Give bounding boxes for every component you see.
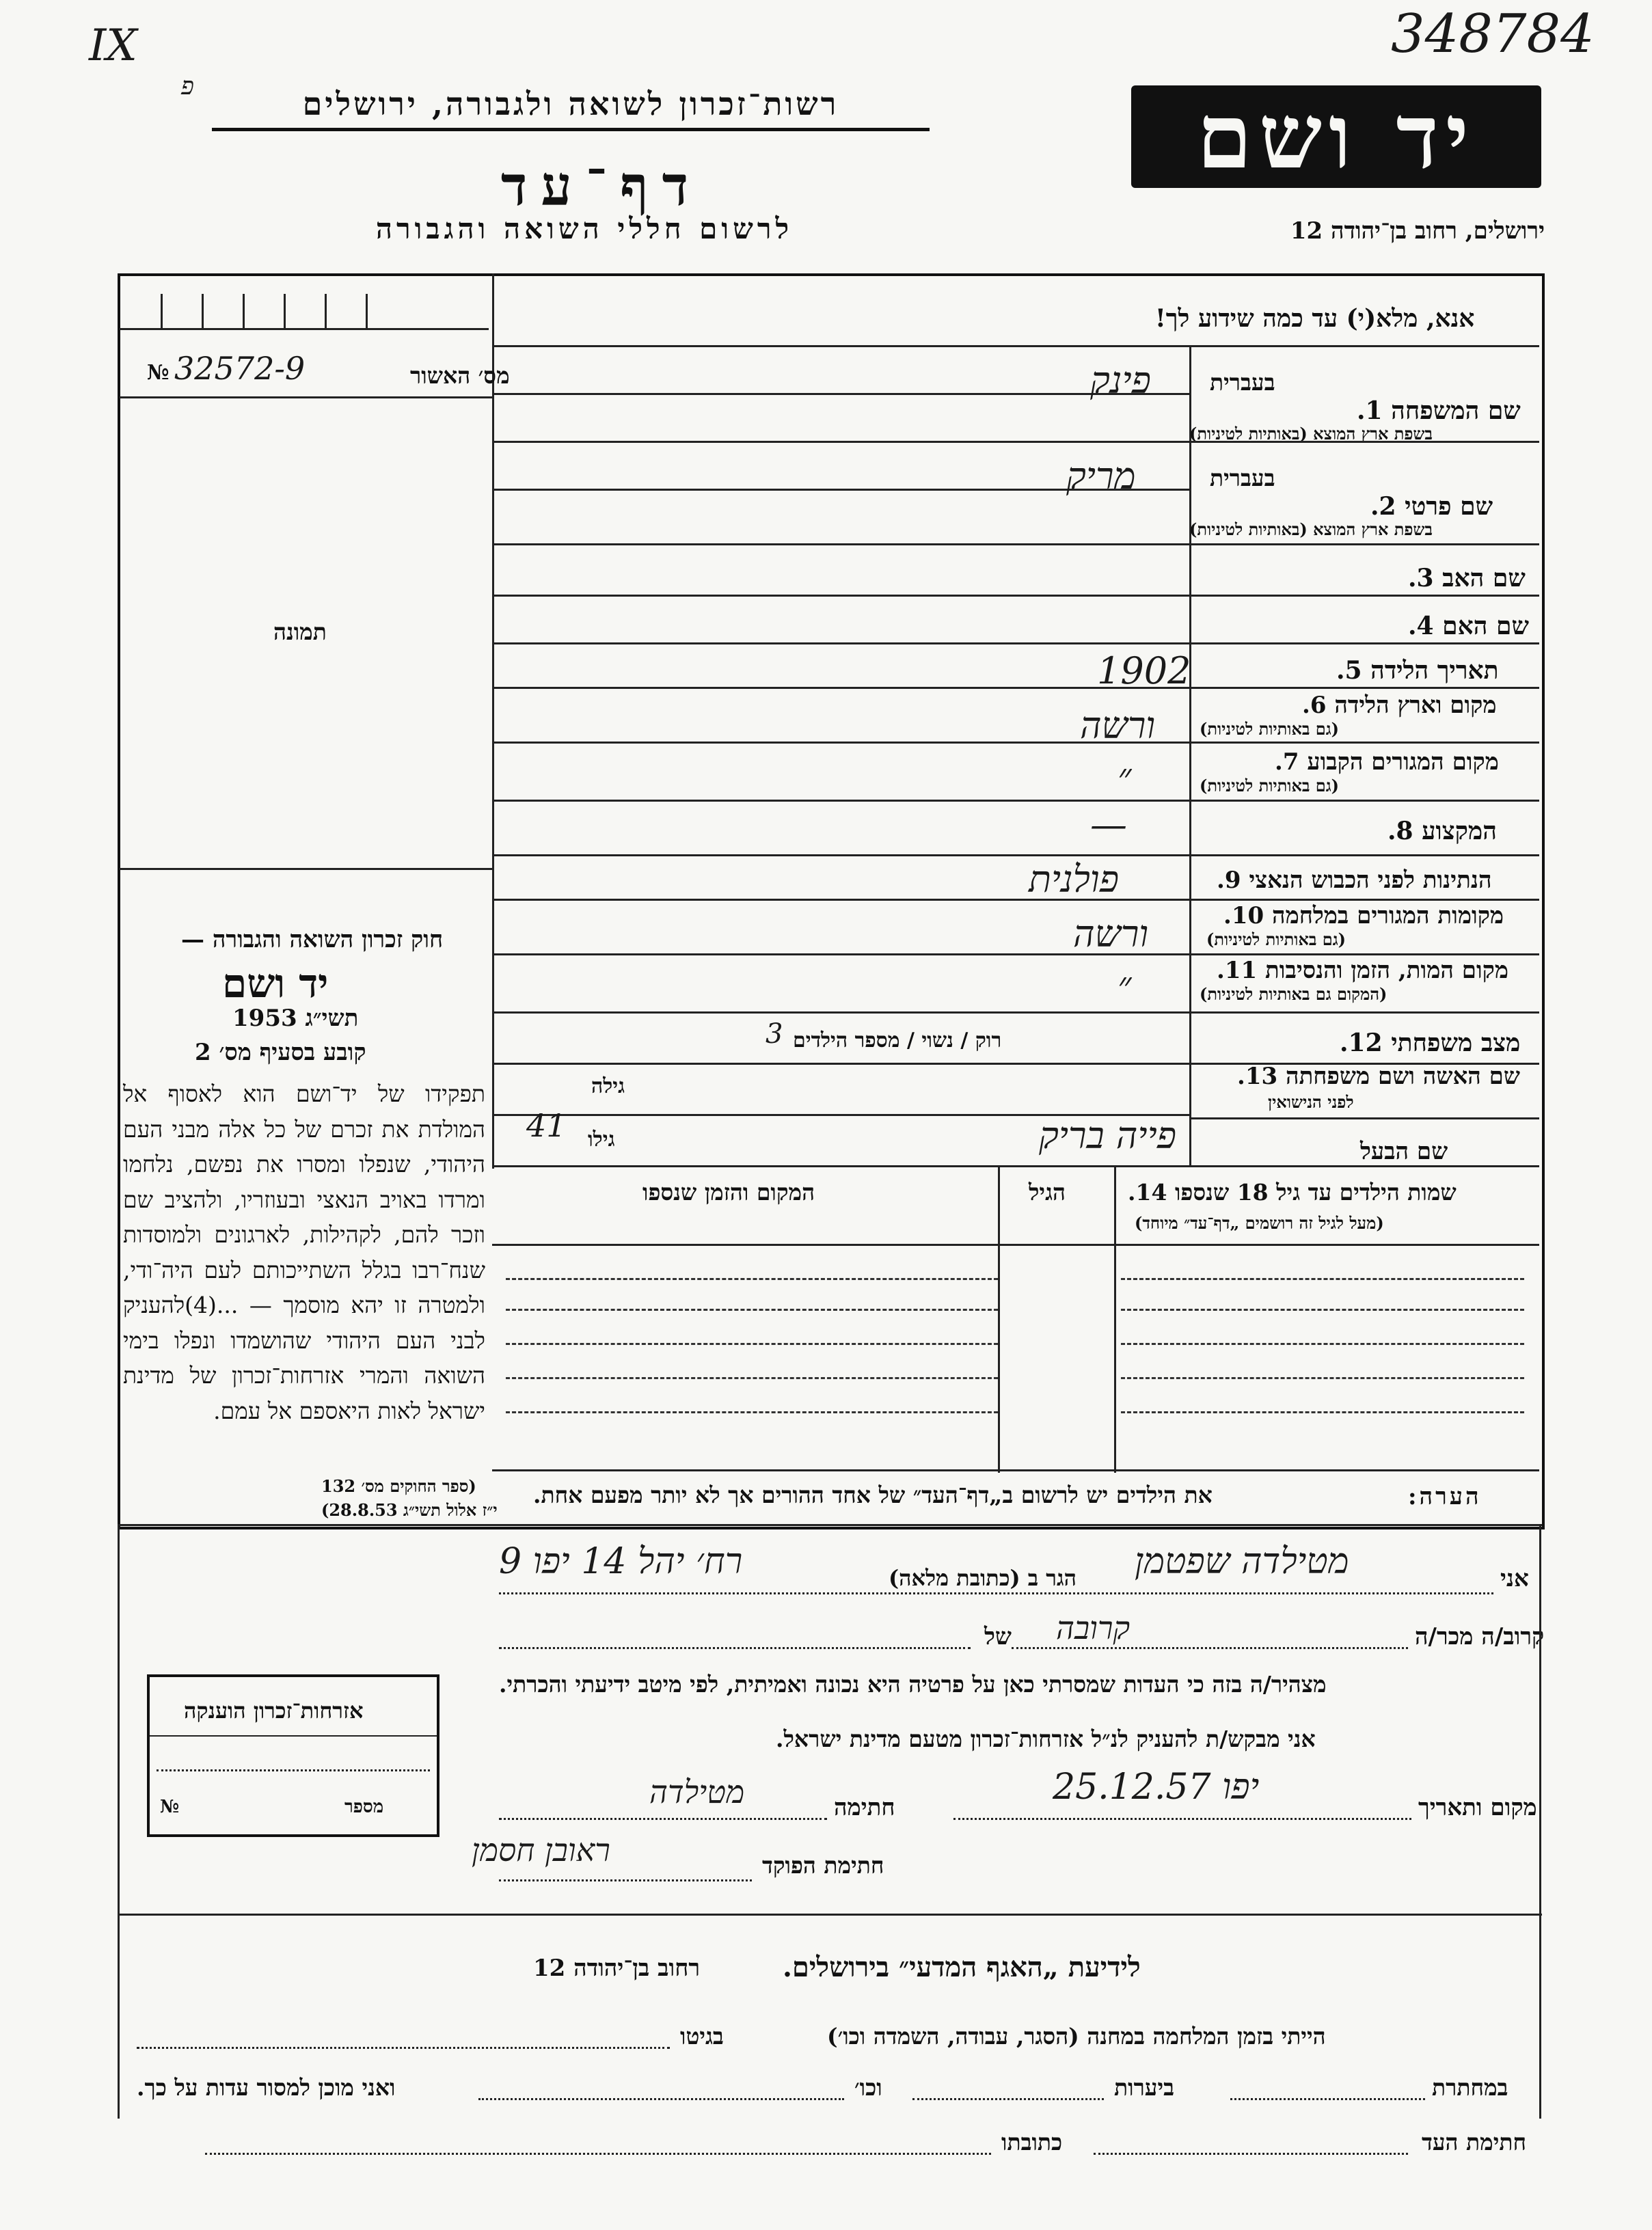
f6-sub: (גם באותיות לטיניות) — [1200, 719, 1340, 739]
approval-label: מס׳ האשור — [410, 362, 510, 389]
signature-label: חתימה — [834, 1794, 895, 1821]
children-sub: (מעל לגיל זה רושמים „דף־עד״ מיוחד) — [1135, 1213, 1384, 1233]
info-line1-b: בגיטו — [680, 2023, 724, 2050]
col-place: המקום והזמן שנספו — [642, 1179, 815, 1206]
f2-hebrew-label: בעברית — [1210, 465, 1275, 491]
f7-label: מקום המגורים הקבוע 7. — [1275, 748, 1499, 776]
yad-vashem-logo: יד ושם — [1131, 85, 1541, 188]
law-year: תשי״ג 1953 — [232, 1005, 359, 1032]
request-text: אני מבקש/ת להעניק לנ״ל אזרחות־זכרון מטעם מדינת ישראל. — [776, 1726, 1316, 1752]
citizenship-stamp-box — [147, 1674, 439, 1837]
declarant-i-label: אני — [1500, 1565, 1529, 1592]
f11-label: מקום המות, הזמן והנסיבות 11. — [1217, 957, 1509, 984]
officer-signature: ראובן חסמן — [472, 1832, 610, 1868]
f10-label: מקומות המגורים במלחמה 10. — [1223, 902, 1504, 929]
f10-sub: (גם באותיות לטיניות) — [1206, 929, 1346, 949]
f11-value: ״ — [1118, 964, 1132, 1007]
page-title: דף־עד — [500, 154, 703, 218]
info-title: לידיעת „האגף המדעי״ בירושלים. — [783, 1951, 1141, 1983]
lives-label: הגר ב (כתובת מלאה) — [889, 1565, 1076, 1591]
approval-prefix: № — [147, 361, 170, 385]
f10-value: ורשה — [1073, 912, 1149, 955]
info-line1-a: הייתי בזמן המלחמה במחנה (הסגר, עבודה, השמדה וכו׳) — [827, 2023, 1326, 2050]
husband-label: שם הבעל — [1360, 1138, 1448, 1165]
of-label: של — [984, 1623, 1012, 1650]
stamp-title: אזרחות־זכרון הוענקה — [184, 1698, 364, 1724]
stamp-num-label: מספר — [344, 1797, 384, 1817]
relation-value: קרובה — [1056, 1609, 1130, 1646]
f12-value: 3 — [766, 1018, 783, 1050]
husband-age: 41 — [526, 1107, 567, 1144]
approval-number: 32572-9 — [174, 350, 306, 387]
f8-label: המקצוע 8. — [1387, 817, 1497, 845]
f7-sub: (גם באותיות לטיניות) — [1200, 776, 1340, 796]
husband-name: פייה בריק — [1039, 1114, 1177, 1157]
left-column-divider — [492, 273, 494, 1169]
f3-label: שם האב 3. — [1408, 564, 1526, 593]
photo-label: תמונה — [273, 618, 327, 645]
tick-box — [120, 294, 489, 330]
f9-value: פולנית — [1029, 858, 1120, 901]
f13-sub: לפני הנישואין — [1268, 1092, 1354, 1112]
corner-mark-small: פ — [181, 72, 194, 100]
husband-age-label: גילו — [588, 1128, 615, 1152]
statement-text: מצהיר/ה בזה כי העדות שמסרתי כאן על פרטיה היא נכונה ואמיתית, לפי מיטב ידיעתי והכרתי. — [499, 1671, 1327, 1698]
note-label: הערה: — [1408, 1483, 1482, 1510]
f13-label: שם האשה ושם משפחתה 13. — [1237, 1063, 1520, 1090]
f7-value: ״ — [1118, 755, 1132, 798]
f1-label: שם המשפחה 1. — [1357, 396, 1521, 425]
info-line2-a: במחתרת — [1432, 2074, 1508, 2101]
info-address: רחוב בן־יהודה 12 — [533, 1955, 701, 1982]
law-ref-2: י״ז אלול תשי״ג 28.8.53) — [321, 1500, 498, 1520]
place-date-value: יפו 25.12.57 — [1053, 1767, 1260, 1808]
f12-label: מצב משפחתי 12. — [1340, 1029, 1521, 1057]
declarant-name: מטילדה שפטמן — [1135, 1541, 1349, 1582]
stamp-num-prefix: № — [160, 1797, 180, 1817]
f4-label: שם האם 4. — [1408, 612, 1529, 640]
relative-label: קרוב/ה מכר/ה — [1415, 1623, 1545, 1650]
f8-value: — — [1090, 803, 1127, 846]
law-body: תפקידו של יד־ושם הוא לאסוף אל המולדת את זכרם של כל אלה מבני העם היהודי, שנפלו ומסרו את נפשם, נלחמו ומרדו באויב הנאצי ובעוזריו, ולהציב שם וזכר להם, לקהילות, לארגונים ולמוסדות שנח־רבו בגלל השתייכותם לעם היה־ודי, ולמטרה זו יהא מוסמך — ...(4)להעניק לבני העם היהודי שהושמדו ונפלו בימי השואה והמרי אזרחות־זכרון של מדינת ישראל לאות היאספם אל עמם. — [123, 1080, 485, 1424]
f1-value: פינק — [1090, 359, 1151, 402]
law-clause: קובע בסעיף מס׳ 2 — [195, 1039, 366, 1066]
f2-sub: בשפת ארץ המוצא (באותיות לטיניות) — [1189, 519, 1433, 539]
note-text: את הילדים יש לרשום ב„דף־העד״ של אחד ההורים אך לא יותר מפעם אחת. — [533, 1482, 1213, 1508]
info-line3-b: כתובתו — [1001, 2129, 1063, 2156]
page-subtitle: לרשום חללי השואה והגבורה — [375, 212, 794, 245]
f1-hebrew-label: בעברית — [1210, 369, 1275, 396]
info-line2-c: וכו׳ — [854, 2074, 882, 2101]
f11-sub: (המקום גם באותיות לטיניות) — [1200, 984, 1387, 1004]
intro-text: אנא, מלא(י) עד כמה שידוע לך! — [1155, 304, 1475, 333]
f9-label: הנתינות לפני הכבוש הנאצי 9. — [1217, 867, 1492, 894]
declarant-address: רח׳ יהל 14 יפו 9 — [499, 1541, 743, 1582]
f2-value: מריק — [1066, 454, 1136, 498]
f5-label: תאריך הלידה 5. — [1336, 656, 1499, 685]
f5-value: 1902 — [1097, 649, 1191, 692]
col-age: הגיל — [1029, 1179, 1066, 1206]
archive-number: 348784 — [1391, 3, 1595, 65]
children-title: שמות הילדים עד גיל 18 שנספו 14. — [1128, 1179, 1457, 1206]
info-line3-a: חתימת העד — [1422, 2129, 1527, 2156]
corner-mark: IX — [89, 21, 137, 71]
f6-value: ורשה — [1080, 704, 1156, 747]
place-date-label: מקום ותאריך — [1418, 1794, 1537, 1821]
law-ref-1: (ספר החוקים מס׳ 132 — [321, 1476, 476, 1496]
f2-label: שם פרטי 2. — [1370, 492, 1493, 521]
law-name: יד ושם — [222, 960, 329, 1007]
wife-age-label: גילה — [591, 1074, 625, 1098]
info-line2-b: ביערות — [1114, 2074, 1175, 2101]
officer-label: חתימת הפוקד — [762, 1852, 884, 1879]
declarant-signature: מטילדה — [649, 1773, 745, 1810]
header-address: ירושלים, רחוב בן־יהודה 12 — [1290, 217, 1545, 245]
f1-sub: בשפת ארץ המוצא (באותיות לטיניות) — [1189, 424, 1433, 444]
law-heading: חוק זכרון השואה והגבורה — — [181, 926, 444, 953]
info-line2-d: ואני מוכן למסור עדות על כך. — [137, 2074, 396, 2101]
f6-label: מקום וארץ הלידה 6. — [1302, 692, 1497, 719]
f12-options: רוק / נשוי / מספר הילדים — [793, 1029, 1002, 1052]
authority-name: רשות־זכרון לשואה ולגבורה, ירושלים — [212, 85, 930, 131]
